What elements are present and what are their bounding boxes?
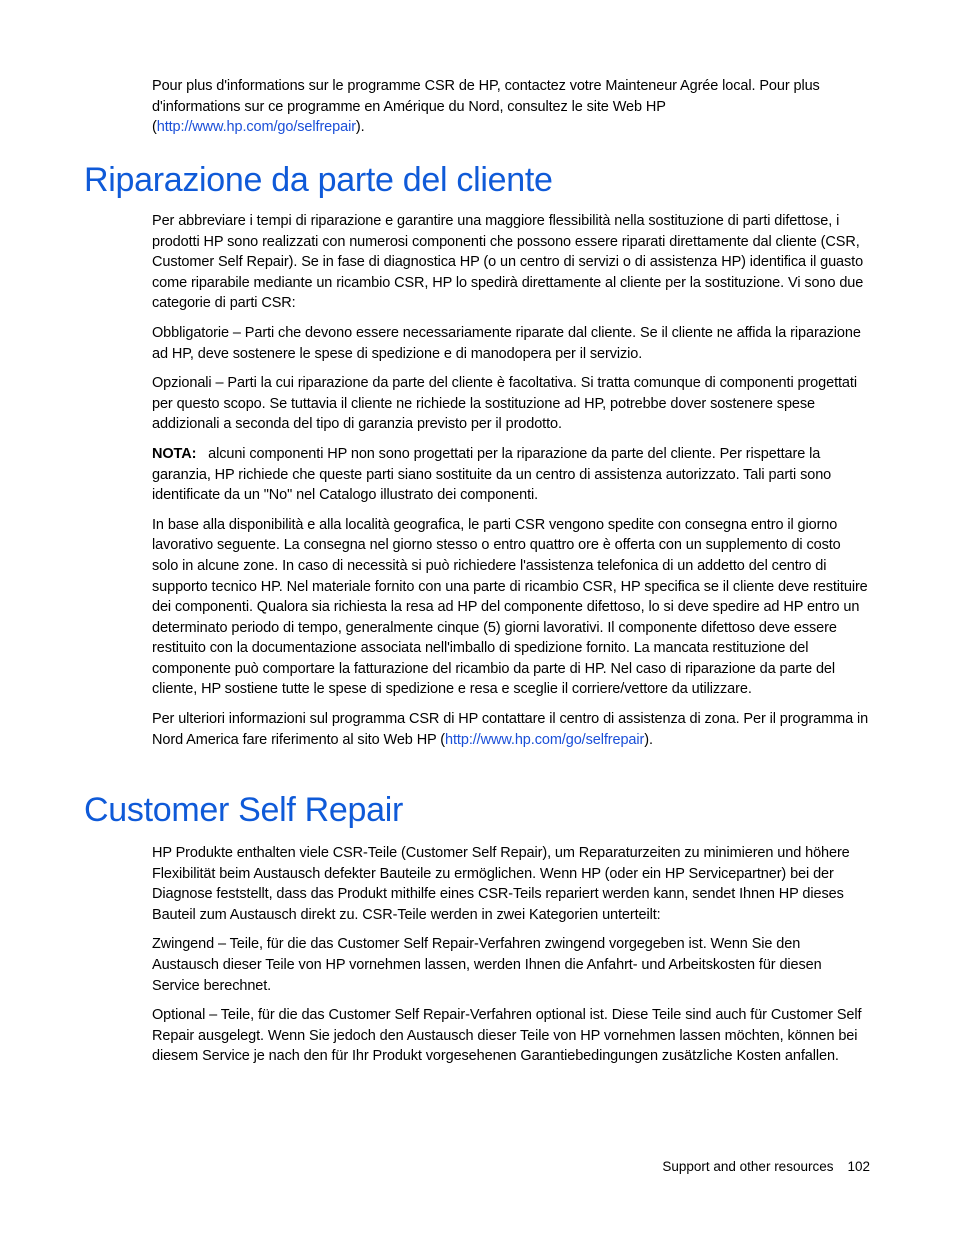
italian-paragraph-consegna: In base alla disponibilità e alla località geografica, le parti CSR vengono spedite con consegna entro il giorno lavorativo seguente. La consegna nel giorno stesso o entro quattro ore è offerta con un supplemento di costo solo in alcune zone. In caso di necessità si può richiedere l'assistenza telefonica di un addetto del centro di supporto tecnico HP. Nel materiale fornito con una parte di ricambio CSR, HP specifica se il cliente deve restituire dei componenti. Qualora sia richiesta la resa ad HP del componente difettoso, lo si deve spedire ad HP entro un determinato periodo di tempo, generalmente cinque (5) giorni lavorativi. Il componente difettoso deve essere restituito con la documentazione associata nell'imballo di spedizione fornito. La mancata restituzione del componente può comportare la fatturazione del ricambio da parte di HP. Nel caso di riparazione da parte del cliente, HP sostiene tutte le spese di spedizione e resa e sceglie il corriere/vettore da utilizzare. bbox=[152, 516, 868, 698]
italian-paragraph-opzionali: Opzionali – Parti la cui riparazione da parte del cliente è facoltativa. Si tratta comunque di componenti progettati per questo scopo. Se tuttavia il cliente ne richiede la sostituzione ad HP, potrebbe dover sostenere spese addizionali a seconda del tipo di garanzia previsto per il prodotto. bbox=[152, 375, 857, 433]
italian-section bbox=[152, 211, 870, 759]
selfrepair-link[interactable]: http://www.hp.com/go/selfrepair bbox=[156, 119, 356, 136]
nota-label: NOTA: bbox=[152, 445, 197, 462]
italian-paragraph-info: Per ulteriori informazioni sul programma CSR di HP contattare il centro di assistenza di zona. Per il programma in Nord America fare riferimento al sito Web HP (http://www.hp.com/go/selfrepair). bbox=[152, 711, 869, 748]
nota-text: alcuni componenti HP non sono progettati per la riparazione da parte del cliente. Per rispettare la garanzia, HP richiede che queste parti siano sostituite da un centro di assistenza autorizzato. Tali parti sono identificate da un "No" nel Catalogo illustrato dei componenti. bbox=[152, 445, 832, 504]
german-paragraph-1: HP Produkte enthalten viele CSR-Teile (Customer Self Repair), um Reparaturzeiten zu minimieren und höhere Flexibilität beim Austausch defekter Bauteile zu ermöglichen. Wenn HP (oder ein HP Servicepartner) bei der Diagnose feststellt, dass das Produkt mithilfe eines CSR-Teils repariert werden kann, sendet Ihnen HP dieses Bauteil zum Austausch direkt zu. CSR-Teile werden in zwei Kategorien unterteilt: bbox=[152, 845, 850, 923]
nota-note bbox=[152, 444, 870, 506]
german-section bbox=[152, 843, 870, 1076]
intro-paragraph: Pour plus d'informations sur le programme CSR de HP, contactez votre Mainteneur Agrée local. Pour plus d'informations sur ce programme en Amérique du Nord, consultez le site Web HP (http://www.hp.com/go/selfrepair). bbox=[152, 78, 820, 136]
page-number: 102 bbox=[847, 1159, 870, 1174]
german-paragraph-zwingend: Zwingend – Teile, für die das Customer Self Repair-Verfahren zwingend vorgegeben ist. Wenn Sie den Austausch dieser Teile von HP vornehmen lassen, werden Ihnen die Anfahrt- und Arbeitskosten für diesen Service berechnet. bbox=[152, 936, 822, 994]
italian-paragraph-1: Per abbreviare i tempi di riparazione e garantire una maggiore flessibilità nella sostituzione di parti difettose, i prodotti HP sono realizzati con numerosi componenti che possono essere riparati direttamente dal cliente (CSR, Customer Self Repair). Se in fase di diagnostica HP (o un centro di servizi o di assistenza HP) identifica il guasto come riparabile mediante un ricambio CSR, HP lo spedirà direttamente al cliente per la sostituzione. Vi sono due categorie di parti CSR: bbox=[152, 213, 864, 312]
german-paragraph-optional: Optional – Teile, für die das Customer Self Repair-Verfahren optional ist. Diese Teile sind auch für Customer Self Repair ausgelegt. Wenn Sie jedoch den Austausch dieser Teile von HP vornehmen lassen möchten, können bei diesem Service je nach den für Ihr Produkt vorgesehenen Garantiebedingungen zusätzliche Kosten anfallen. bbox=[152, 1007, 862, 1065]
intro-block bbox=[152, 76, 870, 147]
footer-section-title: Support and other resources bbox=[662, 1159, 834, 1174]
italian-paragraph-obbligatorie: Obbligatorie – Parti che devono essere necessariamente riparate dal cliente. Se il cliente ne affida la riparazione ad HP, deve sostenere le spese di spedizione e di manodopera per il servizio. bbox=[152, 324, 861, 362]
heading-riparazione: Riparazione da parte del cliente bbox=[84, 161, 553, 199]
heading-customer-self-repair: Customer Self Repair bbox=[84, 791, 404, 829]
selfrepair-link-italian[interactable]: http://www.hp.com/go/selfrepair bbox=[445, 731, 645, 748]
page-footer bbox=[560, 1158, 870, 1176]
